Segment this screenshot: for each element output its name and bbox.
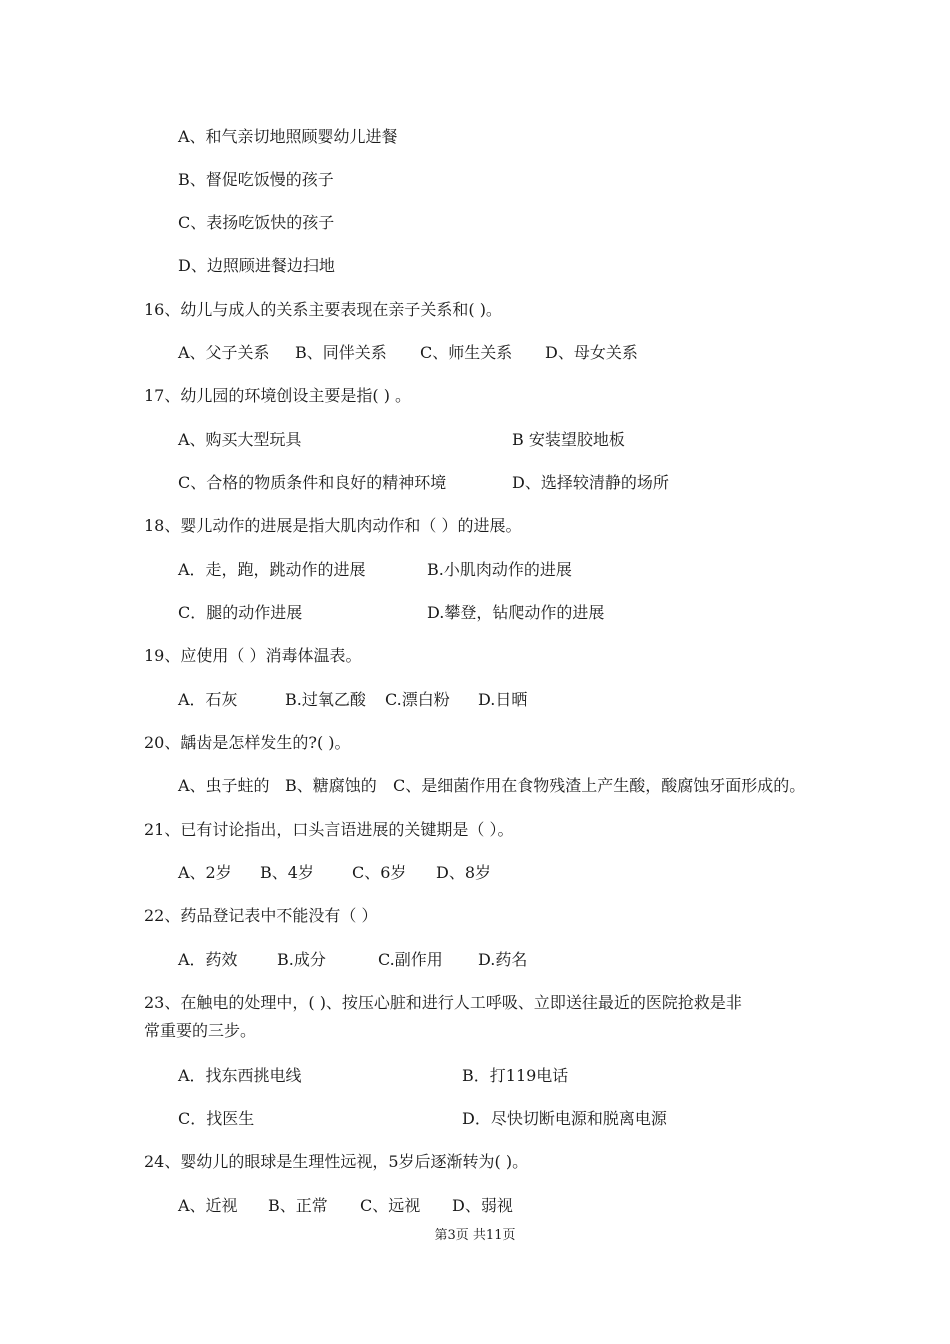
option-text: A、2岁 — [178, 863, 232, 882]
question-text: 24、婴幼儿的眼球是生理性远视，5岁后逐渐转为( )。 — [144, 1152, 529, 1171]
option-text: B、督促吃饭慢的孩子 — [178, 170, 334, 189]
option-text: B、糖腐蚀的 — [285, 776, 377, 795]
option-text: D.攀登，钻爬动作的进展 — [427, 603, 605, 622]
option-text: C、师生关系 — [420, 343, 513, 362]
option-text: D、弱视 — [452, 1196, 513, 1215]
option-text: B.过氧乙酸 — [285, 690, 366, 709]
option-text: C.副作用 — [378, 950, 443, 969]
option-text: B.小肌肉动作的进展 — [427, 560, 572, 579]
option-text: B.成分 — [277, 950, 326, 969]
option-text: B、4岁 — [260, 863, 314, 882]
option-text: C、合格的物质条件和良好的精神环境 — [178, 473, 447, 492]
option-text: B、正常 — [268, 1196, 328, 1215]
option-text: A、和气亲切地照顾婴幼儿进餐 — [178, 127, 398, 146]
question-text: 18、婴儿动作的进展是指大肌肉动作和（ ）的进展。 — [144, 516, 522, 535]
question-text: 16、幼儿与成人的关系主要表现在亲子关系和( )。 — [144, 300, 502, 319]
page-footer: 第3页 共11页 — [434, 1228, 516, 1243]
option-text: D、边照顾进餐边扫地 — [178, 256, 335, 275]
question-text: 常重要的三步。 — [144, 1021, 257, 1040]
option-text: A．石灰 — [178, 690, 238, 709]
option-text: C．找医生 — [178, 1109, 255, 1128]
option-text: C．腿的动作进展 — [178, 603, 303, 622]
question-text: 20、龋齿是怎样发生的?( )。 — [144, 733, 351, 752]
option-text: A、近视 — [178, 1196, 238, 1215]
question-text: 17、幼儿园的环境创设主要是指( ) 。 — [144, 386, 412, 405]
option-text: C、是细菌作用在食物残渣上产生酸，酸腐蚀牙面形成的。 — [393, 776, 806, 795]
option-text: D．尽快切断电源和脱离电源 — [462, 1109, 667, 1128]
option-text: C、表扬吃饭快的孩子 — [178, 213, 335, 232]
option-text: A、虫子蛀的 — [178, 776, 270, 795]
option-text: B、同伴关系 — [295, 343, 387, 362]
option-text: A．找东西挑电线 — [178, 1066, 302, 1085]
option-text: A、购买大型玩具 — [178, 430, 302, 449]
option-text: D.药名 — [478, 950, 528, 969]
question-text: 19、应使用（ ）消毒体温表。 — [144, 646, 362, 665]
option-text: D、选择较清静的场所 — [512, 473, 669, 492]
option-text: A．走，跑，跳动作的进展 — [178, 560, 366, 579]
question-text: 23、在触电的处理中，( )、按压心脏和进行人工呼吸、立即送往最近的医院抢救是非 — [144, 993, 742, 1012]
question-text: 21、已有讨论指出，口头言语进展的关键期是（ ）。 — [144, 820, 514, 839]
option-text: A．药效 — [178, 950, 238, 969]
option-text: D、8岁 — [436, 863, 492, 882]
option-text: C、远视 — [360, 1196, 421, 1215]
question-text: 22、药品登记表中不能没有（ ） — [144, 906, 378, 925]
option-text: C.漂白粉 — [385, 690, 450, 709]
option-text: D.日晒 — [478, 690, 528, 709]
option-text: B 安装望胶地板 — [512, 430, 625, 449]
option-text: C、6岁 — [352, 863, 407, 882]
option-text: D、母女关系 — [545, 343, 638, 362]
option-text: A、父子关系 — [178, 343, 270, 362]
option-text: B．打119电话 — [462, 1066, 569, 1085]
